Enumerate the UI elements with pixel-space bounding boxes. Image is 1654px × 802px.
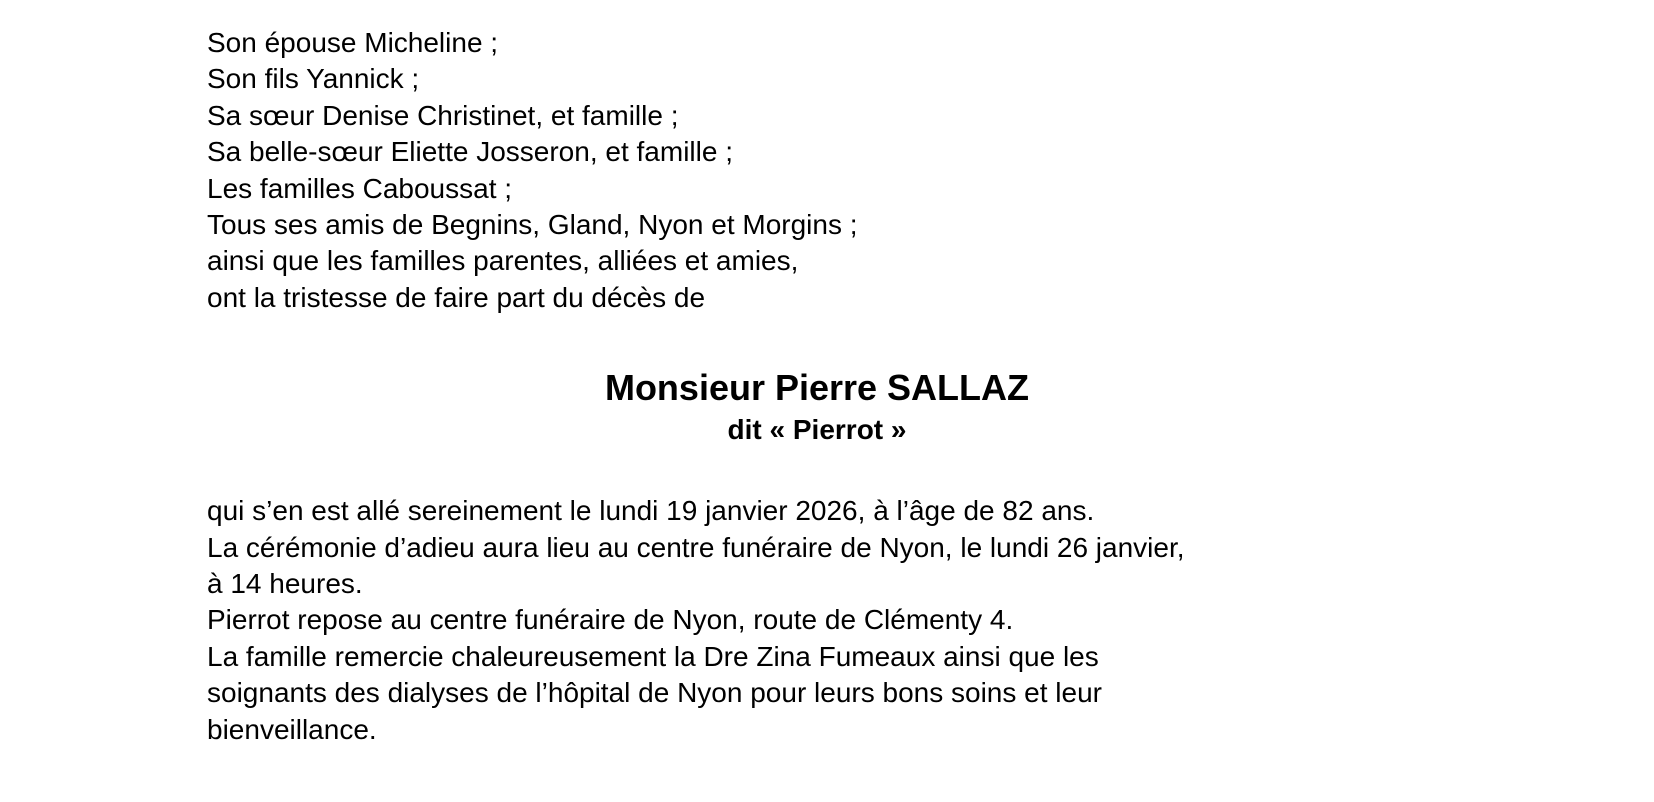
intro-line: Sa belle-sœur Eliette Josseron, et famille ; [207,136,733,168]
intro-line: Les familles Caboussat ; [207,172,513,204]
announcement-line: qui s’en est allé sereinement le lundi 19 janvier 2026, à l’âge de 82 ans. [207,495,1095,527]
intro-line: Sa sœur Denise Christinet, et famille ; [207,99,679,131]
intro-line: ont la tristesse de faire part du décès de [207,281,706,313]
announcement-line: La famille remercie chaleureusement la Dre Zina Fumeaux ainsi que les [207,640,1099,672]
deceased-name: Monsieur Pierre SALLAZ [604,367,1030,409]
announcement-line: bienveillance. [207,713,377,745]
intro-line: Son fils Yannick ; [207,63,420,95]
announcement-line: Pierrot repose au centre funéraire de Nyon, route de Clémenty 4. [207,604,1014,636]
relatives-list [207,25,1427,316]
intro-line: ainsi que les familles parentes, alliées et amies, [207,245,799,277]
intro-line: Tous ses amis de Begnins, Gland, Nyon et Morgins ; [207,209,858,241]
obituary-content [207,25,1427,748]
announcement-line: La cérémonie d’adieu aura lieu au centre funéraire de Nyon, le lundi 26 janvier, [207,531,1185,563]
announcement-details [207,493,1427,748]
deceased-nickname: dit « Pierrot » [727,414,907,446]
announcement-line: soignants des dialyses de l’hôpital de Nyon pour leurs bons soins et leur [207,677,1102,709]
announcement-line: à 14 heures. [207,568,363,600]
intro-line: Son épouse Micheline ; [207,27,499,58]
